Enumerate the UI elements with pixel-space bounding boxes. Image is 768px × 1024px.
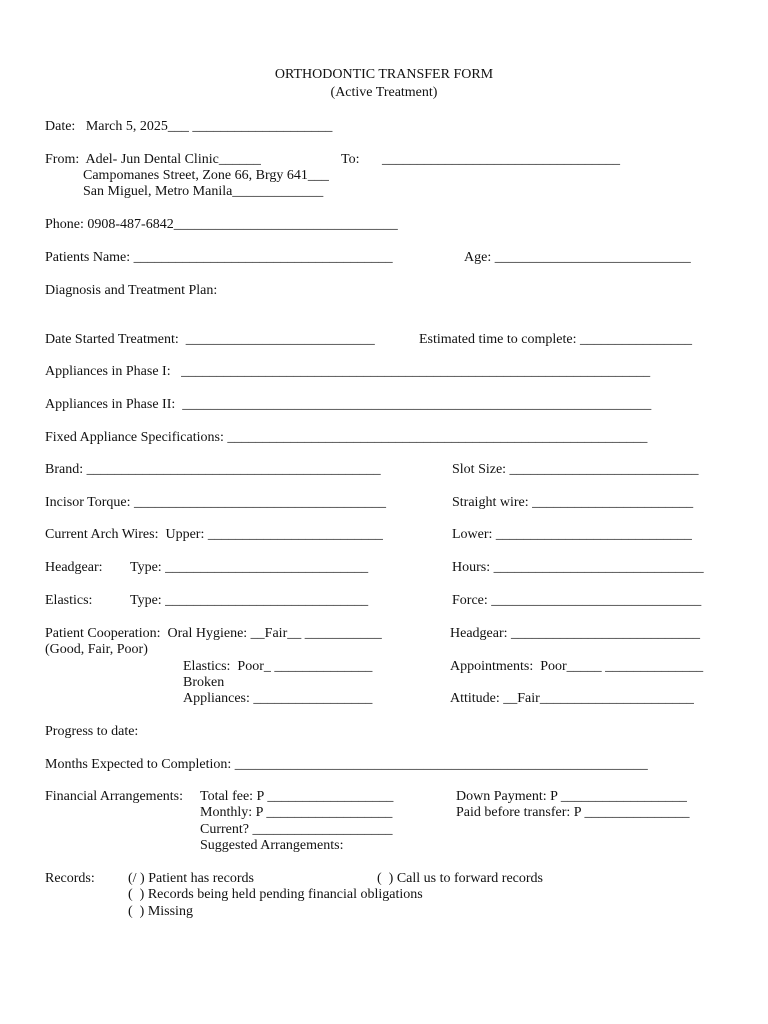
down-payment-field: Down Payment: P __________________ bbox=[456, 789, 687, 804]
incisor-torque-field: Incisor Torque: ____________________________________ bbox=[45, 495, 386, 510]
appointments-field: Appointments: Poor_____ ______________ bbox=[450, 659, 704, 674]
total-fee-field: Total fee: P __________________ bbox=[200, 789, 394, 804]
arch-wires-upper-field: Current Arch Wires: Upper: _________________________ bbox=[45, 527, 383, 542]
attitude-field: Attitude: __Fair______________________ bbox=[450, 691, 694, 706]
form-title: ORTHODONTIC TRANSFER FORM bbox=[274, 67, 494, 82]
age-field: Age: ____________________________ bbox=[464, 250, 691, 265]
headgear-label: Headgear: bbox=[45, 560, 103, 575]
elastics-label: Elastics: bbox=[45, 593, 93, 608]
monthly-field: Monthly: P __________________ bbox=[200, 805, 393, 820]
arch-wires-lower-field: Lower: ____________________________ bbox=[452, 527, 692, 542]
suggested-arrangements-label: Suggested Arrangements: bbox=[200, 838, 344, 853]
slot-size-field: Slot Size: ___________________________ bbox=[452, 462, 699, 477]
current-field: Current? ____________________ bbox=[200, 822, 393, 837]
records-call-option: ( ) Call us to forward records bbox=[377, 871, 544, 886]
form-subtitle: (Active Treatment) bbox=[330, 85, 438, 100]
fixed-spec-field: Fixed Appliance Specifications: ____________________________________________________________ bbox=[45, 430, 648, 445]
straight-wire-field: Straight wire: _______________________ bbox=[452, 495, 694, 510]
estimated-time-field: Estimated time to complete: ________________ bbox=[419, 332, 692, 347]
from-field: From: Adel- Jun Dental Clinic______ bbox=[45, 152, 261, 167]
patient-name-field: Patients Name: _____________________________________ bbox=[45, 250, 393, 265]
brand-field: Brand: __________________________________________ bbox=[45, 462, 381, 477]
phase-2-field: Appliances in Phase II: ___________________________________________________________________ bbox=[45, 397, 652, 412]
hours-field: Hours: ______________________________ bbox=[452, 560, 704, 575]
elastics-type-field: Type: _____________________________ bbox=[130, 593, 369, 608]
cooperation-oral-hygiene-field: Patient Cooperation: Oral Hygiene: __Fair__ ___________ bbox=[45, 626, 382, 641]
cooperation-headgear-field: Headgear: ___________________________ bbox=[450, 626, 701, 641]
diagnosis-label: Diagnosis and Treatment Plan: bbox=[45, 283, 218, 298]
from-address-line-3: San Miguel, Metro Manila_____________ bbox=[83, 184, 324, 199]
to-field: __________________________________ bbox=[382, 152, 620, 167]
progress-label: Progress to date: bbox=[45, 724, 139, 739]
phone-field: Phone: 0908-487-6842________________________________ bbox=[45, 217, 398, 232]
from-address-line-2: Campomanes Street, Zone 66, Brgy 641___ bbox=[83, 168, 329, 183]
financial-label: Financial Arrangements: bbox=[45, 789, 184, 804]
force-field: Force: ______________________________ bbox=[452, 593, 702, 608]
months-to-completion-field: Months Expected to Completion: ___________________________________________________________ bbox=[45, 757, 648, 772]
to-label: To: bbox=[341, 152, 360, 167]
headgear-type-field: Type: _____________________________ bbox=[130, 560, 369, 575]
broken-label: Broken bbox=[183, 675, 225, 690]
date-field: Date: March 5, 2025___ ____________________ bbox=[45, 119, 333, 134]
records-label: Records: bbox=[45, 871, 95, 886]
broken-appliances-field: Appliances: _________________ bbox=[183, 691, 373, 706]
records-has-option: (/ ) Patient has records bbox=[128, 871, 254, 886]
records-held-option: ( ) Records being held pending financial obligations bbox=[128, 887, 423, 902]
phase-1-field: Appliances in Phase I: ___________________________________________________________________ bbox=[45, 364, 651, 379]
cooperation-elastics-field: Elastics: Poor_ ______________ bbox=[183, 659, 373, 674]
records-missing-option: ( ) Missing bbox=[128, 904, 193, 919]
date-started-field: Date Started Treatment: ___________________________ bbox=[45, 332, 375, 347]
cooperation-scale-note: (Good, Fair, Poor) bbox=[45, 642, 148, 657]
paid-before-transfer-field: Paid before transfer: P _______________ bbox=[456, 805, 690, 820]
